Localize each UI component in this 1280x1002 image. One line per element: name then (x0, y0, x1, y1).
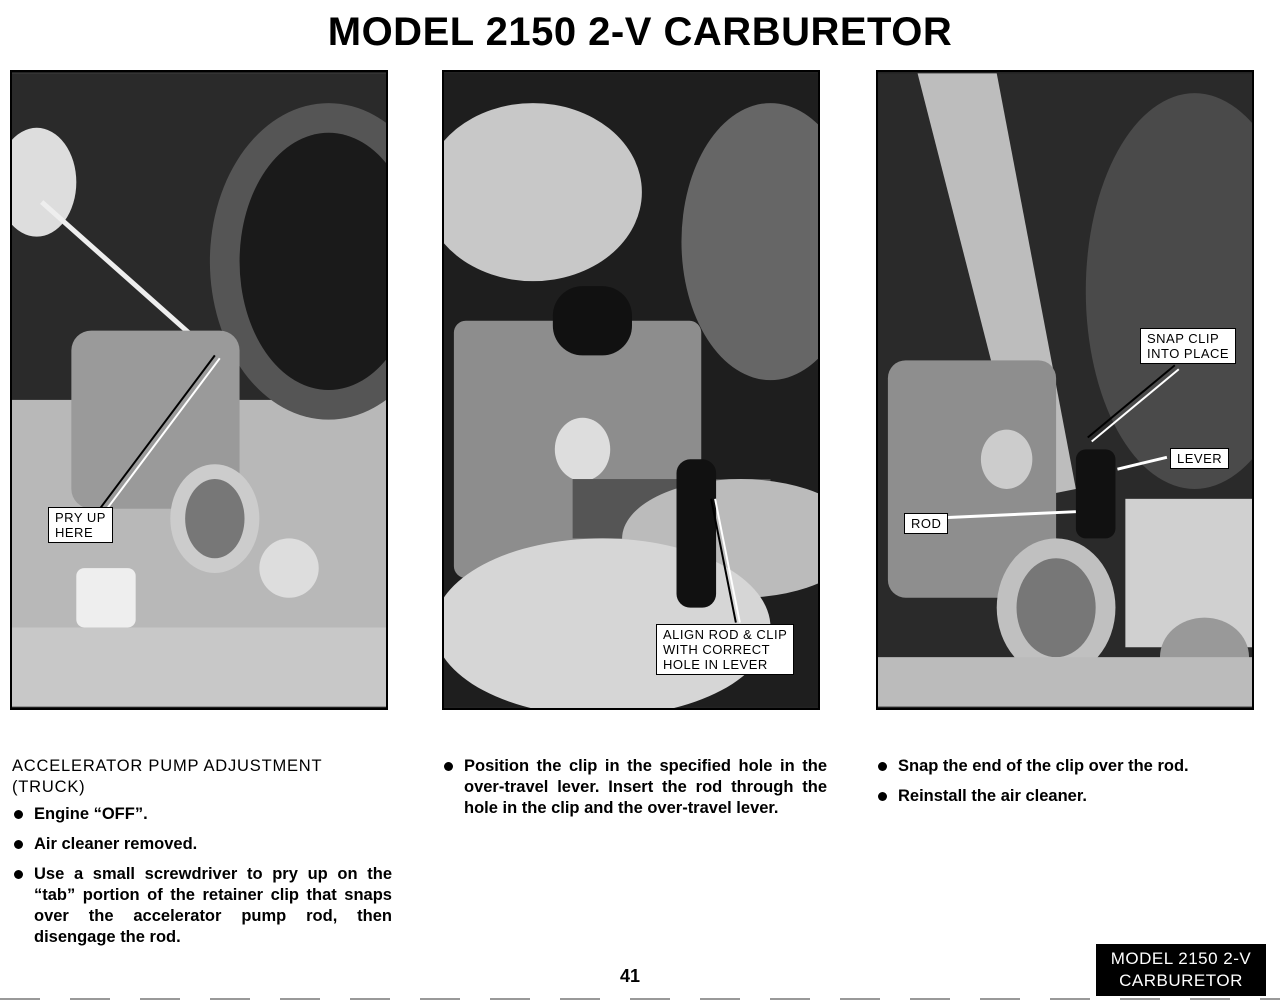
bullet-item: Air cleaner removed. (12, 834, 392, 855)
carburetor-photo-1 (12, 72, 386, 708)
bullet-item: Position the clip in the specified hole in the over-travel lever. Insert the rod through the hole in the clip and the over-travel lever. (442, 756, 827, 819)
callout-rod: ROD (904, 513, 948, 534)
bullet-icon (878, 792, 887, 801)
carburetor-photo-3 (878, 72, 1252, 708)
bullet-item: Engine “OFF”. (12, 804, 392, 825)
page-number: 41 (619, 966, 641, 986)
photo-align-rod (442, 70, 820, 710)
bullet-icon (878, 762, 887, 771)
callout-lever: LEVER (1170, 448, 1229, 469)
bullet-item: Reinstall the air cleaner. (876, 786, 1266, 807)
page-title: MODEL 2150 2-V CARBURETOR (327, 10, 953, 54)
instructions-column-1 (12, 756, 392, 957)
bullet-icon (14, 840, 23, 849)
footer-divider (0, 998, 1280, 1000)
bullet-icon (444, 762, 453, 771)
callout-pry-up-here: PRY UP HERE (48, 507, 113, 543)
callout-snap-clip: SNAP CLIP INTO PLACE (1140, 328, 1236, 364)
bullet-icon (14, 870, 23, 879)
section-tab: MODEL 2150 2-V CARBURETOR (1096, 944, 1266, 996)
photo-pry-up (10, 70, 388, 710)
instructions-column-2 (442, 756, 827, 828)
bullet-item: Snap the end of the clip over the rod. (876, 756, 1266, 777)
section-heading: ACCELERATOR PUMP ADJUSTMENT (TRUCK) (12, 757, 323, 796)
bullet-item: Use a small screwdriver to pry up on the “tab” portion of the retainer clip that snaps over the accelerator pump rod, then disengage the rod. (12, 864, 392, 948)
photo-snap-clip (876, 70, 1254, 710)
carburetor-photo-2 (444, 72, 818, 708)
callout-align-rod-clip: ALIGN ROD & CLIP WITH CORRECT HOLE IN LEVER (656, 624, 794, 675)
instructions-column-3 (876, 756, 1266, 816)
bullet-icon (14, 810, 23, 819)
